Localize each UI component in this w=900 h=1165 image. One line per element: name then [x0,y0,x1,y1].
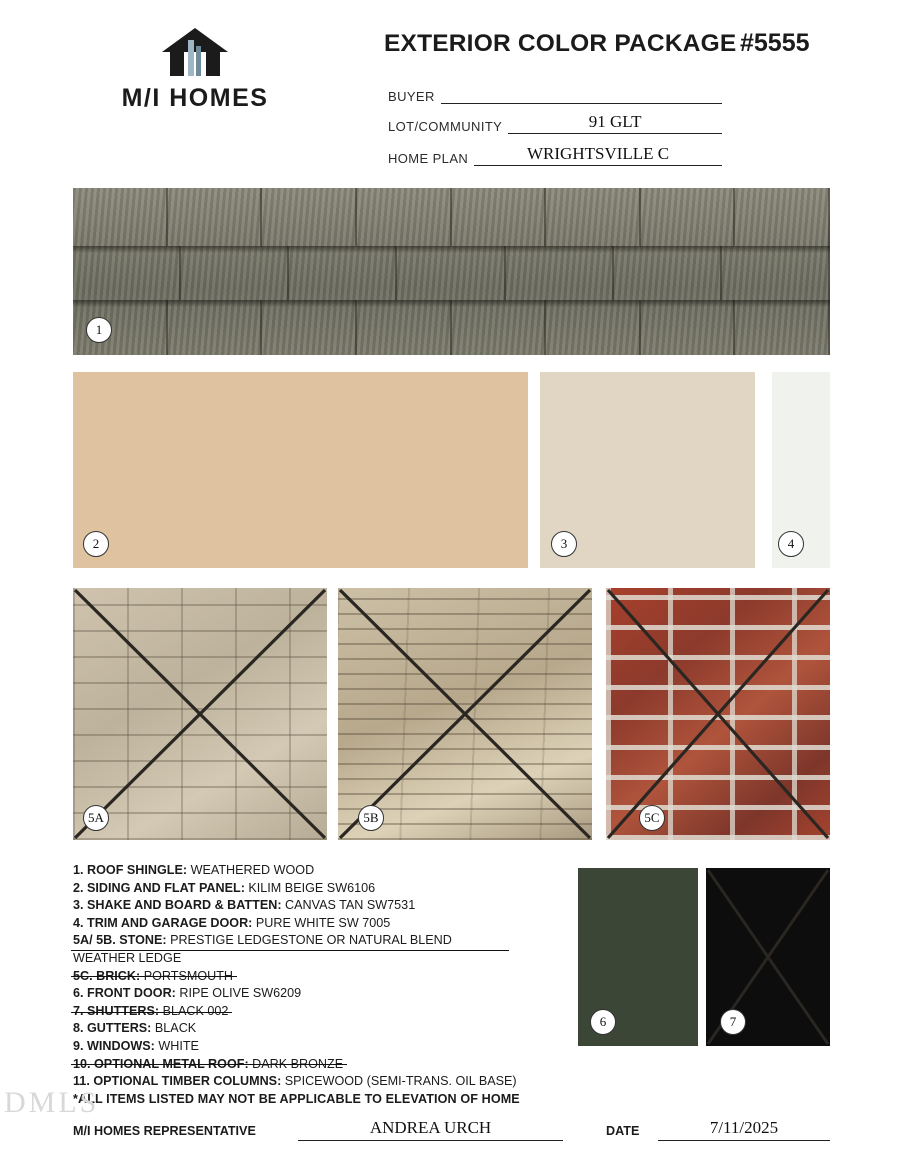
shingle-tab [546,188,641,246]
legend-item-3-num: 3. [73,898,84,913]
roof-shingle-swatch [73,188,830,355]
legend-item-9-value: BLACK [154,1021,197,1036]
shingle-tab [546,300,641,355]
cross-out-icon [606,588,830,840]
house-logo-icon [158,26,232,78]
legend-item-5-value: PRESTIGE LEDGESTONE OR NATURAL BLEND WEATHER LEDGE [73,933,452,965]
swatch-badge-5a: 5A [83,805,109,831]
legend-item-1-label: ROOF SHINGLE: [87,863,188,877]
shingle-tab [641,188,736,246]
shingle-row [73,300,830,355]
representative-label: M/I HOMES REPRESENTATIVE [73,1124,256,1138]
legend-item-9-label: GUTTERS: [87,1021,152,1036]
shutters-color-swatch [706,868,830,1046]
legend-item-11 [73,1056,343,1074]
stone-b-swatch [338,588,592,840]
legend-item-7-label: FRONT DOOR: [87,986,176,1001]
field-buyer-value[interactable] [441,102,722,104]
legend-item-2 [73,880,573,898]
legend-item-4-num: 4. [73,915,84,930]
legend-item-7 [73,985,573,1003]
field-home-plan[interactable] [388,140,722,166]
front-door-color-swatch [578,868,698,1046]
house-logo-svg [158,26,232,78]
legend-item-8-value: BLACK 002 [162,1003,229,1018]
legend-item-6 [73,968,233,986]
shingle-tab [262,188,357,246]
shingle-tab [722,246,830,300]
legend-item-6-label: BRICK: [96,968,141,983]
shingle-row [73,188,830,246]
representative-value[interactable]: ANDREA URCH [298,1118,563,1141]
swatch-badge-5c: 5C [639,805,665,831]
legend-item-2-num: 2. [73,880,84,895]
legend-item-11-value: DARK BRONZE [252,1056,344,1071]
field-home-plan-value[interactable]: WRIGHTSVILLE C [474,144,722,166]
legend-item-8-num: 7. [73,1003,84,1018]
shingle-shadow [73,246,830,253]
shingle-tab [289,246,397,300]
swatch-badge-5b: 5B [358,805,384,831]
shingle-tab [181,246,289,300]
legend-item-7-num: 6. [73,986,84,1001]
legend-item-8 [73,1003,228,1021]
shingle-tab [397,246,505,300]
shingle-tab [735,300,830,355]
swatch-badge-2: 2 [83,531,109,557]
board-batten-color-swatch [540,372,755,568]
shingle-tab [614,246,722,300]
legend-item-6-value: PORTSMOUTH [143,968,234,983]
shingle-tab [168,300,263,355]
legend-item-12-value: SPICEWOOD (SEMI-TRANS. OIL BASE) [284,1074,517,1089]
shingle-tab [357,300,452,355]
field-buyer[interactable] [388,78,722,104]
shingle-shadow [73,300,830,307]
brand-logo-text: M/I HOMES [121,84,269,112]
legend-list [73,862,573,1108]
document-footer [73,1112,830,1152]
legend-item-4-value: PURE WHITE SW 7005 [255,915,391,930]
shingle-tab [506,246,614,300]
legend-item-8-label: SHUTTERS: [87,1003,160,1018]
swatch-badge-1: 1 [86,317,112,343]
stone-a-swatch [73,588,327,840]
shingle-row [73,246,830,300]
legend-item-10 [73,1038,573,1056]
legend-item-10-num: 9. [73,1038,84,1053]
document-number: #5555 [740,29,810,57]
date-value[interactable]: 7/11/2025 [658,1118,830,1141]
siding-color-swatch [73,372,528,568]
swatch-badge-6: 6 [590,1009,616,1035]
field-lot-community[interactable] [388,108,722,134]
shingle-tab [262,300,357,355]
document-header [0,0,900,188]
shingle-tab [168,188,263,246]
field-lot-community-value[interactable]: 91 GLT [508,112,722,134]
cross-out-icon [338,588,592,840]
legend-item-10-label: WINDOWS: [87,1038,155,1053]
watermark: DMLS [4,1086,100,1119]
legend-item-6-num: 5C. [73,968,93,983]
trim-color-swatch [772,372,830,568]
legend-item-12-num: 11. [73,1074,90,1089]
legend-item-11-num: 10. [73,1056,91,1071]
legend-item-1-num: 1. [73,863,84,877]
shingle-tab [357,188,452,246]
legend-item-12-label: OPTIONAL TIMBER COLUMNS: [93,1074,282,1089]
legend-item-12 [73,1073,573,1091]
shingle-tab [452,300,547,355]
legend-item-5-label: STONE: [119,933,167,948]
legend-item-9 [73,1020,573,1038]
legend-item-11-label: OPTIONAL METAL ROOF: [94,1056,249,1071]
shingle-tab [452,188,547,246]
shingle-tab [641,300,736,355]
field-home-plan-label: HOME PLAN [388,151,469,166]
legend-item-2-value: KILIM BEIGE SW6106 [248,880,376,895]
brick-c-swatch [606,588,830,840]
legend-item-7-value: RIPE OLIVE SW6209 [179,986,302,1001]
legend-item-1 [73,862,573,880]
swatch-badge-4: 4 [778,531,804,557]
legend-item-2-label: SIDING AND FLAT PANEL: [87,880,245,895]
swatch-badge-7: 7 [720,1009,746,1035]
field-lot-community-label: LOT/COMMUNITY [388,119,503,134]
page-title: EXTERIOR COLOR PACKAGE [384,30,737,57]
legend-item-3-value: CANVAS TAN SW7531 [285,898,416,913]
shingle-tab [73,246,181,300]
legend-item-4-label: TRIM AND GARAGE DOOR: [87,915,253,930]
legend-note: *ALL ITEMS LISTED MAY NOT BE APPLICABLE TO ELEVATION OF HOME [73,1091,520,1106]
legend-item-9-num: 8. [73,1021,84,1036]
legend-item-4 [73,915,573,933]
cross-out-icon [73,588,327,840]
legend-item-5 [73,932,505,967]
field-buyer-label: BUYER [388,89,435,104]
legend-item-3-label: SHAKE AND BOARD & BATTEN: [87,898,282,913]
legend-item-5-num: 5A/ 5B. [73,933,116,948]
swatch-badge-3: 3 [551,531,577,557]
legend-item-10-value: WHITE [158,1038,199,1053]
date-label: DATE [606,1124,640,1138]
shingle-tab [735,188,830,246]
shingle-tab [73,188,168,246]
brand-logo [70,26,320,113]
legend-item-1-value: WEATHERED WOOD [190,863,315,877]
legend-item-3 [73,897,573,915]
